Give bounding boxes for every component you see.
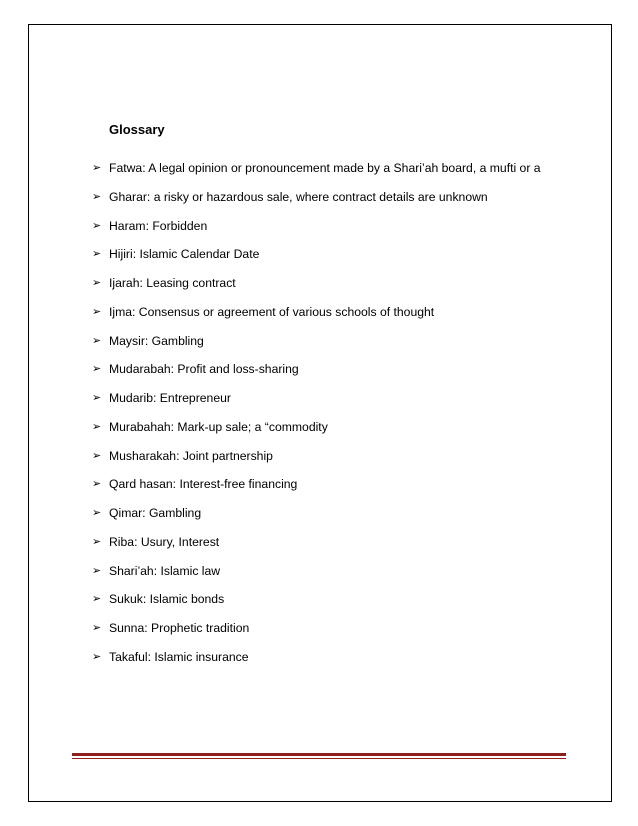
arrowhead-bullet-icon: ➢ xyxy=(92,650,102,663)
footer-rule xyxy=(72,753,566,759)
glossary-heading: Glossary xyxy=(109,122,165,137)
glossary-item-text: Qimar: Gambling xyxy=(109,506,202,520)
glossary-item-text: Mudarabah: Profit and loss-sharing xyxy=(109,362,299,377)
glossary-item-text: Haram: Forbidden xyxy=(109,218,208,233)
arrowhead-bullet-icon: ➢ xyxy=(92,277,102,289)
arrowhead-bullet-icon: ➢ xyxy=(92,564,102,577)
glossary-item xyxy=(92,562,541,591)
glossary-item-text: Maysir: Gambling xyxy=(109,333,204,348)
glossary-item-text: Qard hasan: Interest-free financing xyxy=(109,477,298,492)
glossary-item xyxy=(92,274,541,303)
glossary-item-text: Riba: Usury, Interest xyxy=(109,534,220,549)
glossary-item xyxy=(92,648,541,677)
arrowhead-bullet-icon: ➢ xyxy=(92,334,102,347)
glossary-item xyxy=(92,217,541,246)
glossary-item-text: Fatwa: A legal opinion or pronouncement made by a Shari’ah board, a mufti or a xyxy=(109,161,541,175)
glossary-item-text: Ijarah: Leasing contract xyxy=(109,276,236,290)
arrowhead-bullet-icon: ➢ xyxy=(92,449,102,462)
arrowhead-bullet-icon: ➢ xyxy=(92,622,102,634)
arrowhead-bullet-icon: ➢ xyxy=(92,190,102,203)
glossary-item xyxy=(92,332,541,361)
glossary-item xyxy=(92,303,541,332)
arrowhead-bullet-icon: ➢ xyxy=(92,305,102,318)
glossary-item-text: Mudarib: Entrepreneur xyxy=(109,391,231,405)
glossary-item-text: Shari’ah: Islamic law xyxy=(109,563,221,578)
glossary-item-text: Musharakah: Joint partnership xyxy=(109,448,273,463)
arrowhead-bullet-icon: ➢ xyxy=(92,392,102,404)
glossary-item xyxy=(92,418,541,447)
arrowhead-bullet-icon: ➢ xyxy=(92,593,102,606)
glossary-item-text: Gharar: a risky or hazardous sale, where contract details are unknown xyxy=(109,189,488,204)
glossary-item xyxy=(92,159,541,188)
glossary-item xyxy=(92,590,541,619)
arrowhead-bullet-icon: ➢ xyxy=(92,535,102,548)
glossary-item xyxy=(92,475,541,504)
footer-rule-thick xyxy=(72,753,566,756)
glossary-list xyxy=(92,159,541,677)
arrowhead-bullet-icon: ➢ xyxy=(92,363,102,376)
arrowhead-bullet-icon: ➢ xyxy=(92,162,102,174)
arrowhead-bullet-icon: ➢ xyxy=(92,507,102,519)
glossary-item-text: Sunna: Prophetic tradition xyxy=(109,621,250,635)
footer-rule-thin xyxy=(72,758,566,759)
glossary-item xyxy=(92,447,541,476)
glossary-item xyxy=(92,619,541,648)
glossary-item xyxy=(92,188,541,217)
glossary-item xyxy=(92,389,541,418)
arrowhead-bullet-icon: ➢ xyxy=(92,420,102,433)
glossary-item xyxy=(92,245,541,274)
arrowhead-bullet-icon: ➢ xyxy=(92,248,102,261)
glossary-item-text: Takaful: Islamic insurance xyxy=(109,649,249,664)
arrowhead-bullet-icon: ➢ xyxy=(92,478,102,491)
arrowhead-bullet-icon: ➢ xyxy=(92,219,102,232)
glossary-item-text: Murabahah: Mark-up sale; a “commodity xyxy=(109,419,328,434)
glossary-item-text: Ijma: Consensus or agreement of various schools of thought xyxy=(109,304,435,319)
glossary-item xyxy=(92,533,541,562)
glossary-item xyxy=(92,360,541,389)
glossary-item-text: Sukuk: Islamic bonds xyxy=(109,592,225,607)
glossary-item-text: Hijiri: Islamic Calendar Date xyxy=(109,247,260,262)
glossary-item xyxy=(92,504,541,533)
